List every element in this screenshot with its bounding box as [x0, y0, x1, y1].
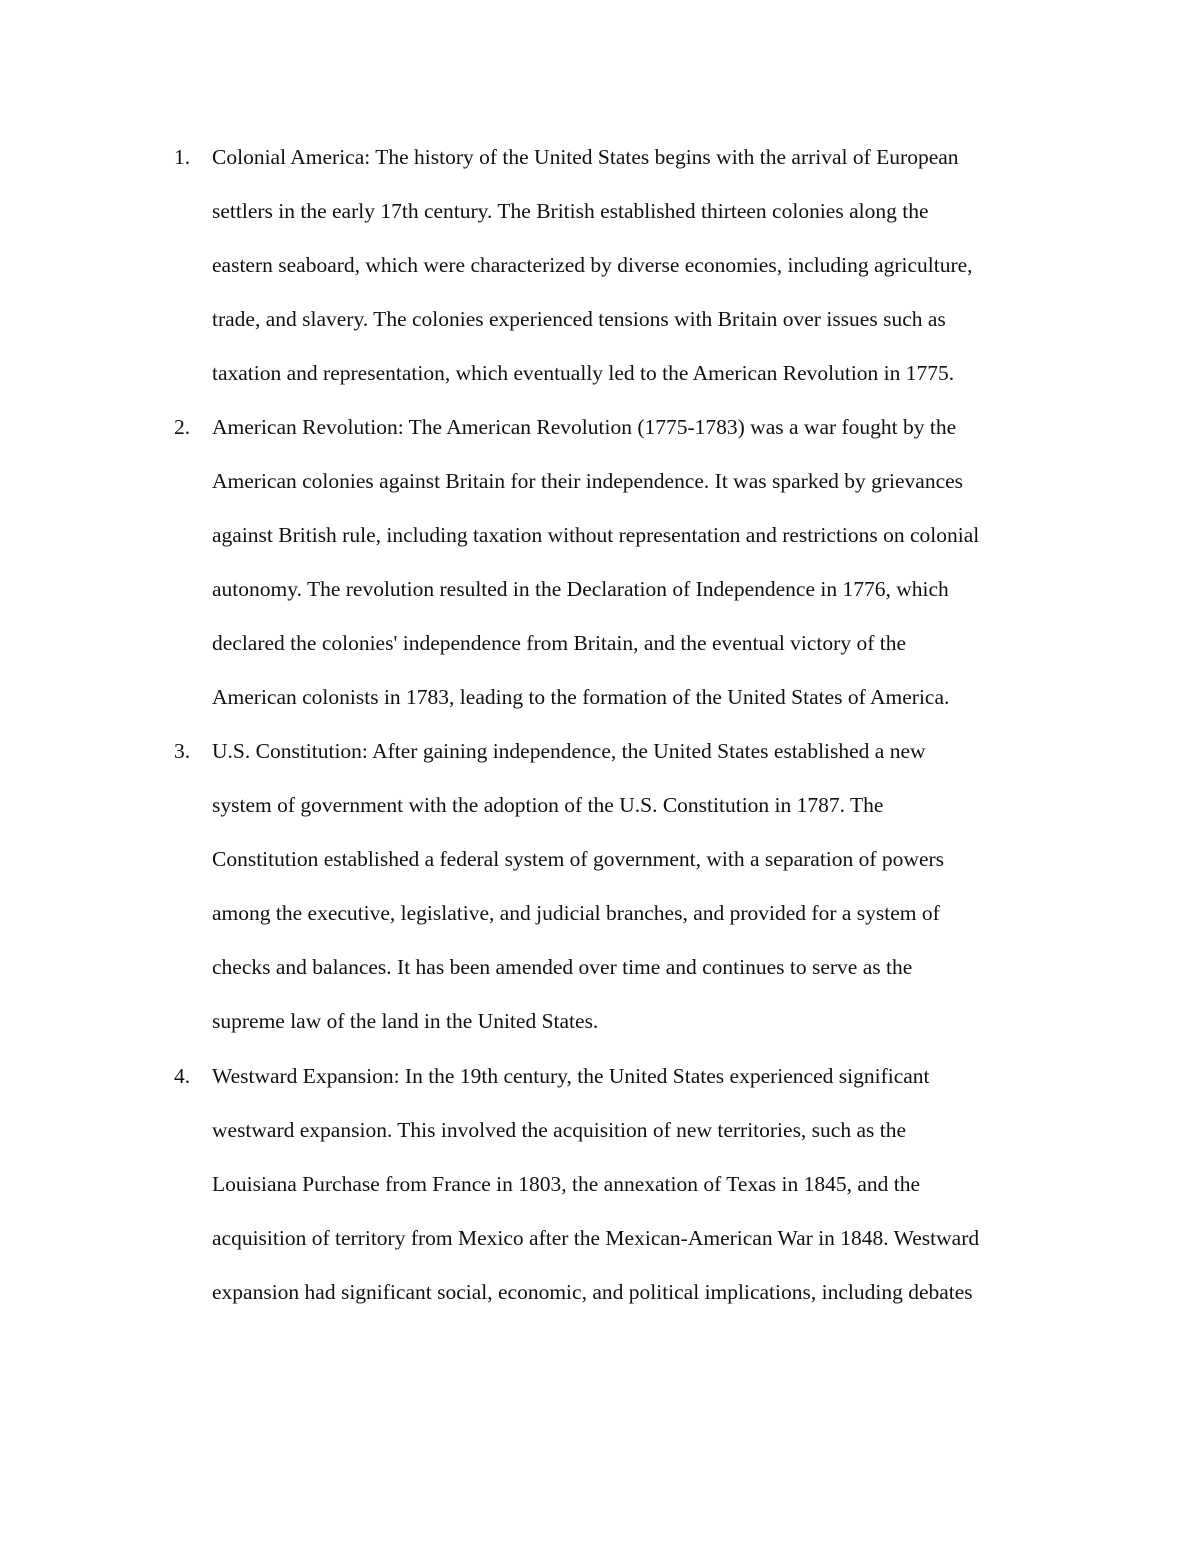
list-item-number: 4. [174, 1064, 191, 1088]
text-line: American colonists in 1783, leading to the formation of the United States of America. [212, 685, 950, 709]
text-line: trade, and slavery. The colonies experienced tensions with Britain over issues such as [212, 307, 946, 331]
text-line: checks and balances. It has been amended over time and continues to serve as the [212, 955, 913, 979]
text-line: American colonies against Britain for their independence. It was sparked by grievances [212, 469, 964, 493]
text-line: supreme law of the land in the United States. [212, 1009, 599, 1033]
list-item-number: 1. [174, 145, 191, 169]
text-line: system of government with the adoption of the U.S. Constitution in 1787. The [212, 793, 884, 817]
text-line: autonomy. The revolution resulted in the Declaration of Independence in 1776, which [212, 577, 949, 601]
text-line: expansion had significant social, economic, and political implications, including debates [212, 1280, 973, 1304]
text-line: Constitution established a federal system of government, with a separation of powers [212, 847, 945, 871]
text-line: taxation and representation, which eventually led to the American Revolution in 1775. [212, 361, 955, 385]
text-line: American Revolution: The American Revolution (1775-1783) was a war fought by the [212, 415, 957, 439]
list-item-number: 2. [174, 415, 191, 439]
text-line: eastern seaboard, which were characterized by diverse economies, including agriculture, [212, 253, 973, 277]
text-line: declared the colonies' independence from Britain, and the eventual victory of the [212, 631, 906, 655]
text-line: Colonial America: The history of the United States begins with the arrival of European [212, 145, 959, 169]
text-line: Louisiana Purchase from France in 1803, the annexation of Texas in 1845, and the [212, 1172, 921, 1196]
text-line: settlers in the early 17th century. The British established thirteen colonies along the [212, 199, 929, 223]
text-line: U.S. Constitution: After gaining independence, the United States established a new [212, 739, 926, 763]
text-line: Westward Expansion: In the 19th century, the United States experienced significant [212, 1064, 930, 1088]
text-line: against British rule, including taxation without representation and restrictions on colonial [212, 523, 980, 547]
text-line: westward expansion. This involved the acquisition of new territories, such as the [212, 1118, 907, 1142]
text-line: among the executive, legislative, and judicial branches, and provided for a system of [212, 901, 940, 925]
text-line: acquisition of territory from Mexico after the Mexican-American War in 1848. Westward [212, 1226, 980, 1250]
list-item-number: 3. [174, 739, 191, 763]
